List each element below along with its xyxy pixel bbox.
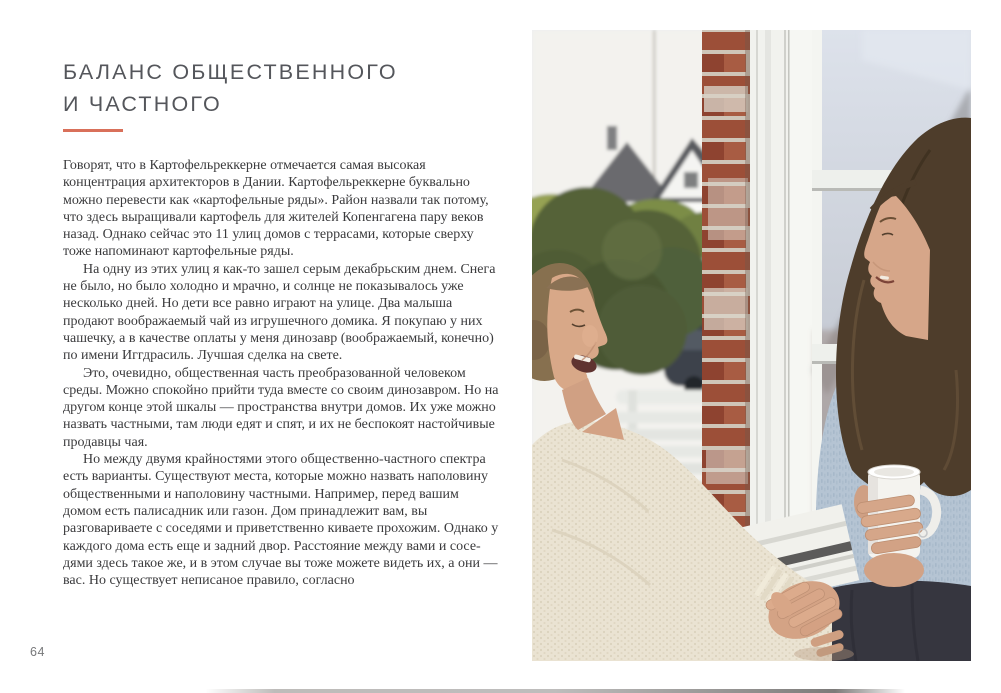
accent-rule xyxy=(63,129,123,132)
page-title-line2: И ЧАСТНОГО xyxy=(63,92,222,116)
paragraph-4: Но между двумя крайностями этого общественно-частного спектра есть варианты. Существуют места, которые можно назвать наполовину общественными и наполовину частными. Например, перед вашим домом есть палисадник или газон. Дом принадлежит вам, вы разговариваете с соседями и приветственно киваете прохожим. Однако у каждого дома есть еще и задний двор. Расстояние между вами и соседями здесь такое же, и в этом случае вы тоже можете видеть их, а они — вас. Но существует неписаное правило, согласно xyxy=(63,452,499,589)
text-column xyxy=(63,56,500,589)
page-title xyxy=(63,56,500,120)
paragraph-3: Это, очевидно, общественная часть преобразованной человеком среды. Можно спокойно прийти туда вместе со своим динозавром. Но на другом конце этой шкалы — пространства внутри домов. Их уже можно назвать частными, там люди едят и спят, и их не беспокоят настойчивые продавцы чая. xyxy=(63,365,499,450)
photo-illustration xyxy=(532,30,971,661)
body-text xyxy=(63,157,500,589)
page-number: 64 xyxy=(30,645,45,659)
page-title-line1: БАЛАНС ОБЩЕСТВЕННОГО xyxy=(63,60,398,84)
paragraph-1: Говорят, что в Картофельреккерне отмечается самая высокая концентрация архитекторов в Дании. Картофельреккерне буквально можно перевести как «картофельные ряды». Район назвали так потому, что здесь выращивали картофель для жителей Копенгагена пару веков назад. Однако сейчас это 11 улиц домов с террасами, которые сверху тоже напоминают картофельные ряды. xyxy=(63,158,489,260)
paragraph-2: На одну из этих улиц я как-то зашел серым декабрьским днем. Снега не было, но было холодно и мрачно, и солнце не показывалось уже несколько дней. Но дети все равно играют на улице. Два малыша продают воображаемый чай из игрушечного домика. Я покупаю у них чашечку, а в качестве оплаты у меня динозавр (воображаемый, конечно) по имени Иггдрасиль. Лучшая сделка на свете. xyxy=(63,261,496,364)
next-page-edge xyxy=(205,689,905,693)
photo-two-women-at-window xyxy=(532,30,971,661)
